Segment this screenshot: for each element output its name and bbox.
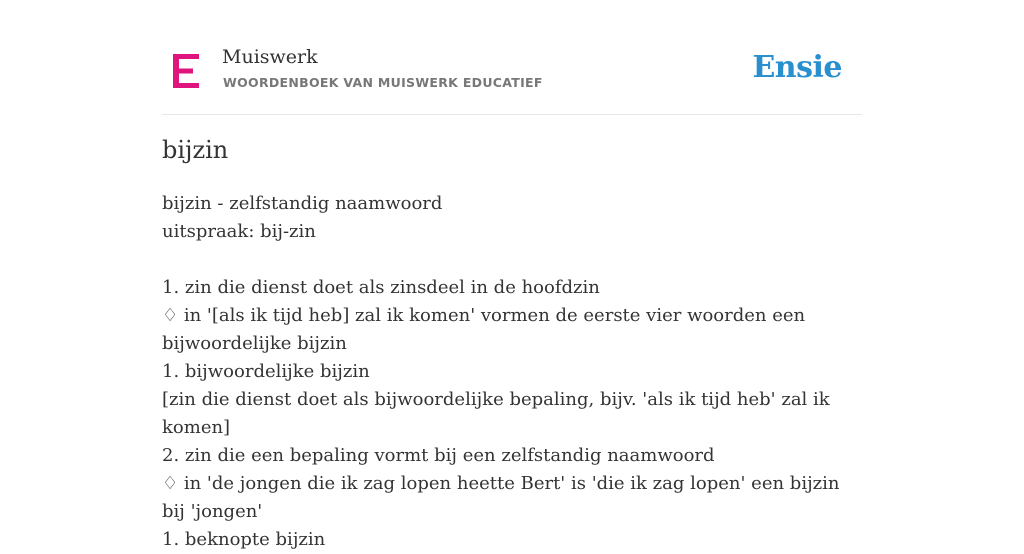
definition-line: ♢ in 'de jongen die ik zag lopen heette Bert' is 'die ik zag lopen' een bijzin bij 'jongen' <box>162 473 840 522</box>
page-title: bijzin <box>162 136 229 164</box>
site-subtitle: WOORDENBOEK VAN MUISWERK EDUCATIEF <box>223 75 543 90</box>
ensie-brand-link[interactable]: Ensie <box>752 50 842 85</box>
definition-line: uitspraak: bij-zin <box>162 221 316 242</box>
muiswerk-logo-icon[interactable] <box>173 54 199 88</box>
site-header <box>162 0 862 115</box>
definition-line: ♢ in '[als ik tijd heb] zal ik komen' vormen de eerste vier woorden een bijwoordelijke bijzin <box>162 305 806 354</box>
definition-line <box>162 246 862 274</box>
definition-line: 1. beknopte bijzin <box>162 529 326 550</box>
definition-line: bijzin - zelfstandig naamwoord <box>162 193 443 214</box>
definition-line: 2. zin die een bepaling vormt bij een zelfstandig naamwoord <box>162 445 715 466</box>
definition-body <box>162 190 862 554</box>
page-container <box>162 0 862 550</box>
definition-line: 1. bijwoordelijke bijzin <box>162 361 370 382</box>
definition-line: [zin die dienst doet als bijwoordelijke bepaling, bijv. 'als ik tijd heb' zal ik komen] <box>162 389 830 438</box>
definition-line: 1. zin die dienst doet als zinsdeel in de hoofdzin <box>162 277 600 298</box>
site-name[interactable]: Muiswerk <box>222 46 318 68</box>
